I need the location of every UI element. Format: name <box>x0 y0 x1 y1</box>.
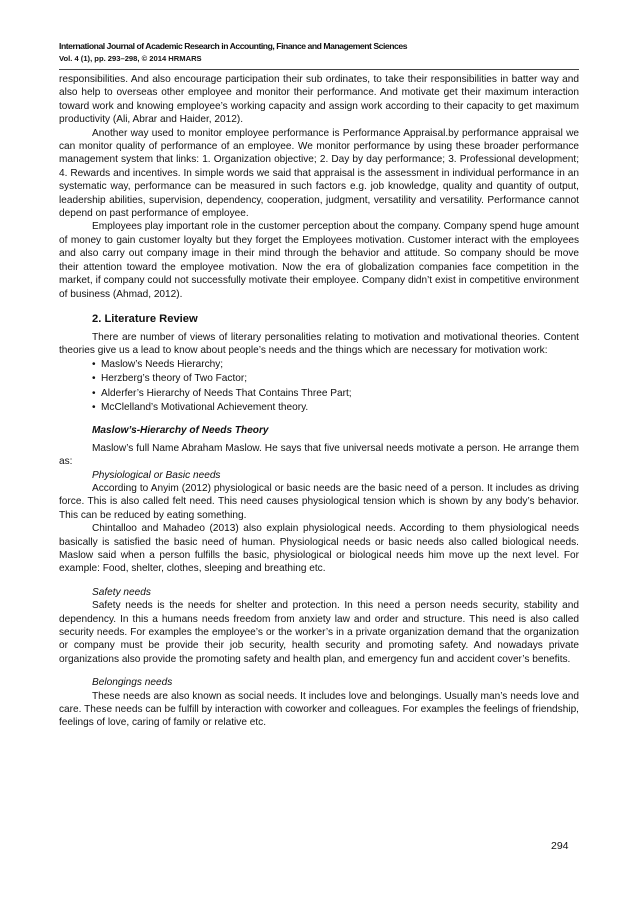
bullet-icon: • <box>92 373 96 385</box>
bullet-icon: • <box>92 387 96 399</box>
subsection-heading: Maslow’s-Hierarchy of Needs Theory <box>92 425 269 437</box>
theory-list <box>59 358 579 416</box>
page-number: 294 <box>551 840 569 852</box>
paragraph: Maslow’s full Name Abraham Maslow. He says that five universal needs motivate a person. He arrange them as: <box>59 442 579 468</box>
volume-info: Vol. 4 (1), pp. 293–298, © 2014 HRMARS <box>59 54 202 63</box>
paragraph: responsibilities. And also encourage participation their sub ordinates, to take their responsibilities in batter way and also help to overseas other employee and monitor their performance. And motivate get their maximum interaction toward work and knowing employee’s working capacity and assign work according to their capacity to get maximum productivity (Ali, Abrar and Haider, 2012). <box>59 74 579 126</box>
list-item: • McClelland’s Motivational Achievement theory. <box>92 401 579 415</box>
subsection-heading: Belongings needs <box>92 677 173 689</box>
bullet-icon: • <box>92 358 96 370</box>
running-header <box>59 41 580 64</box>
subsection-heading: Physiological or Basic needs <box>92 469 221 481</box>
subsection-heading: Safety needs <box>92 586 151 598</box>
list-item: • Herzberg’s theory of Two Factor; <box>92 372 579 386</box>
paragraph: Safety needs is the needs for shelter and protection. In this need a person needs security, stability and dependency. In this a humans needs freedom from anxiety law and order and structure. This need is also called security needs. For examples the employee’s or the worker’s in a private organization demand that the organization or company must be provide their job security, health security and promoting safety. And nowadays private organizations also provide the promoting safety and health plan, and emergency fun and accident cover’s benefits. <box>59 600 579 665</box>
paragraph: Employees play important role in the customer perception about the company. Company spend huge amount of money to gain customer loyalty but they forget the Employees motivation. Customer interact with the employees and also carry out company image in their mind through the behavior and attitude. So company should be move their attention toward the employee motivation. Now the era of globalization companies face competition in the market, if company could not successfully motivate their employee. Company didn’t exist in competitive environment of business (Ahmad, 2012). <box>59 221 579 300</box>
paragraph: Another way used to monitor employee performance is Performance Appraisal.by performance appraisal we can monitor quality of performance of an employee. We monitor performance by using these broader performance management system that links: 1. Organization objective; 2. Day by day performance; 3. Professional development; 4. Rewards and incentives. In simple words we said that appraisal is the assessment in individual performance in an systematic way, performance can be measured in such factors e.g. job knowledge, quality and quantity of output, leadership abilities, supervision, dependency, cooperation, judgment, versatility and versatility. Performance cannot depend on past performance of employee. <box>59 127 579 220</box>
paragraph: According to Anyim (2012) physiological or basic needs are the basic need of a person. It includes as driving force. This is also called felt need. This need causes physiological tension which is shown by any body’s behavior. This can be reduced by eating something. <box>59 482 579 521</box>
bullet-icon: • <box>92 401 96 413</box>
section-heading: 2. Literature Review <box>92 312 198 325</box>
list-item: • Alderfer’s Hierarchy of Needs That Contains Three Part; <box>92 387 579 401</box>
article-body <box>59 73 579 730</box>
journal-title: International Journal of Academic Research in Accounting, Finance and Management Sciences <box>59 41 408 51</box>
list-item: • Maslow’s Needs Hierarchy; <box>92 358 579 372</box>
paragraph: Chintalloo and Mahadeo (2013) also explain physiological needs. According to them physiological needs basically is satisfied the basic need of human. Physiological needs or basic needs also called biological needs. Maslow said when a person fulfills the basic, physiological or biological needs him move up the next level. For example: Food, shelter, clothes, sleeping and breathing etc. <box>59 523 579 575</box>
header-rule <box>59 69 579 70</box>
paragraph: There are number of views of literary personalities relating to motivation and motivational theories. Content theories give us a lead to know about people’s needs and the things which are necessary for motivation work: <box>59 331 579 357</box>
paragraph: These needs are also known as social needs. It includes love and belongings. Usually man’s needs love and care. These needs can be fulfill by interaction with coworker and colleagues. For examples the feelings of friendship, feelings of love, caring of family or relative etc. <box>59 690 579 729</box>
